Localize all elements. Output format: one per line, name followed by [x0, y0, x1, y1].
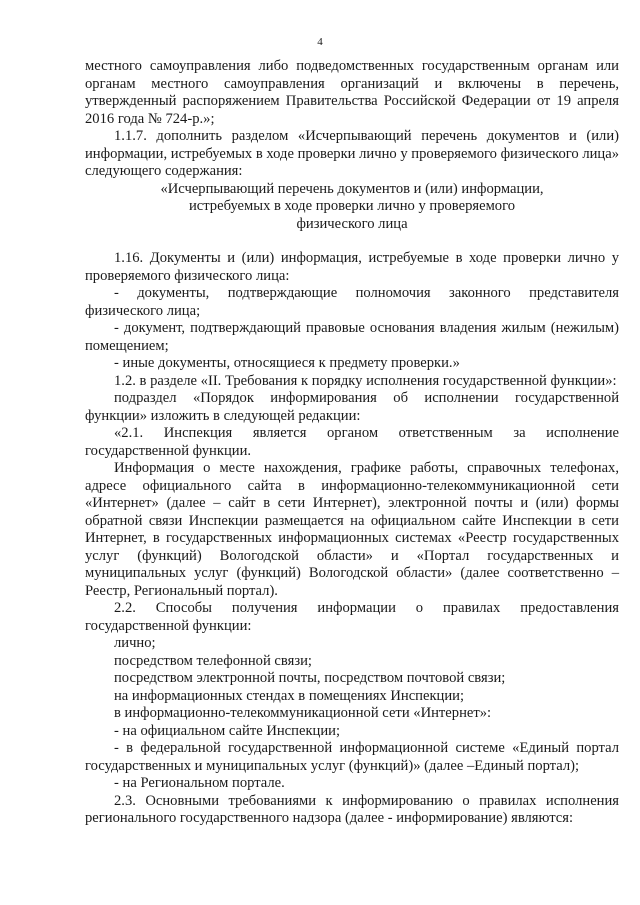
paragraph: Информация о месте нахождения, графике работы, справочных телефонах, адресе официального сайта в информационно-телекоммуникационной сети «Интернет» (далее – сайт в сети Интернет), электронной почты и (или) формы обратной связи Инспекции размещается на официальном сайте Инспекции в сети Интернет, в государственных информационных системах «Реестр государственных услуг (функций) Вологодской области» и «Портал государственных и муниципальных услуг (функций) Вологодской области» (далее соответственно – Реестр, Региональный портал). [85, 460, 619, 599]
paragraph: «2.1. Инспекция является органом ответственным за исполнение государственной функции. [85, 425, 619, 459]
list-item: - на Региональном портале. [114, 775, 285, 791]
section-heading-line: «Исчерпывающий перечень документов и (или) информации, [160, 180, 544, 197]
list-item: в информационно-телекоммуникационной сети «Интернет»: [114, 705, 492, 721]
section-heading-line: физического лица [296, 215, 408, 232]
list-item: - иные документы, относящиеся к предмету проверки.» [114, 355, 460, 371]
list-item: посредством телефонной связи; [114, 652, 312, 669]
page-number: 4 [317, 36, 323, 48]
document-body [85, 58, 619, 828]
list-item: лично; [114, 635, 156, 651]
spacer [85, 233, 619, 250]
paragraph: местного самоуправления либо подведомственных государственным органам или органам местного самоуправления организаций и включены в перечень, утвержденный распоряжением Правительства Российской Федерации от 19 апреля 2016 года № 724-р.»; [85, 58, 619, 127]
list-item: - в федеральной государственной информационной системе «Единый портал государственных и муниципальных услуг (функций)» (далее –Единый портал); [85, 740, 619, 774]
section-heading-line: истребуемых в ходе проверки лично у проверяемого [188, 198, 516, 214]
list-item: - документы, подтверждающие полномочия законного представителя физического лица; [85, 285, 619, 319]
list-item: посредством электронной почты, посредством почтовой связи; [114, 670, 506, 686]
paragraph: подраздел «Порядок информирования об исполнении государственной функции» изложить в следующей редакции: [85, 390, 619, 424]
list-item: - на официальном сайте Инспекции; [114, 722, 341, 739]
section-heading [85, 181, 619, 234]
paragraph: 2.2. Способы получения информации о правилах предоставления государственной функции: [85, 600, 619, 634]
paragraph: 1.16. Документы и (или) информация, истребуемые в ходе проверки лично у проверяемого физического лица: [85, 250, 619, 284]
list-item: - документ, подтверждающий правовые основания владения жилым (нежилым) помещением; [85, 320, 619, 354]
paragraph: 2.3. Основными требованиями к информированию о правилах исполнения регионального государственного надзора (далее - информирование) являются: [85, 792, 619, 826]
list-item: на информационных стендах в помещениях Инспекции; [114, 687, 465, 704]
paragraph: 1.1.7. дополнить разделом «Исчерпывающий перечень документов и (или) информации, истребуемых в ходе проверки лично у проверяемого физического лица» следующего содержания: [85, 128, 619, 179]
paragraph: 1.2. в разделе «II. Требования к порядку исполнения государственной функции»: [114, 372, 617, 389]
